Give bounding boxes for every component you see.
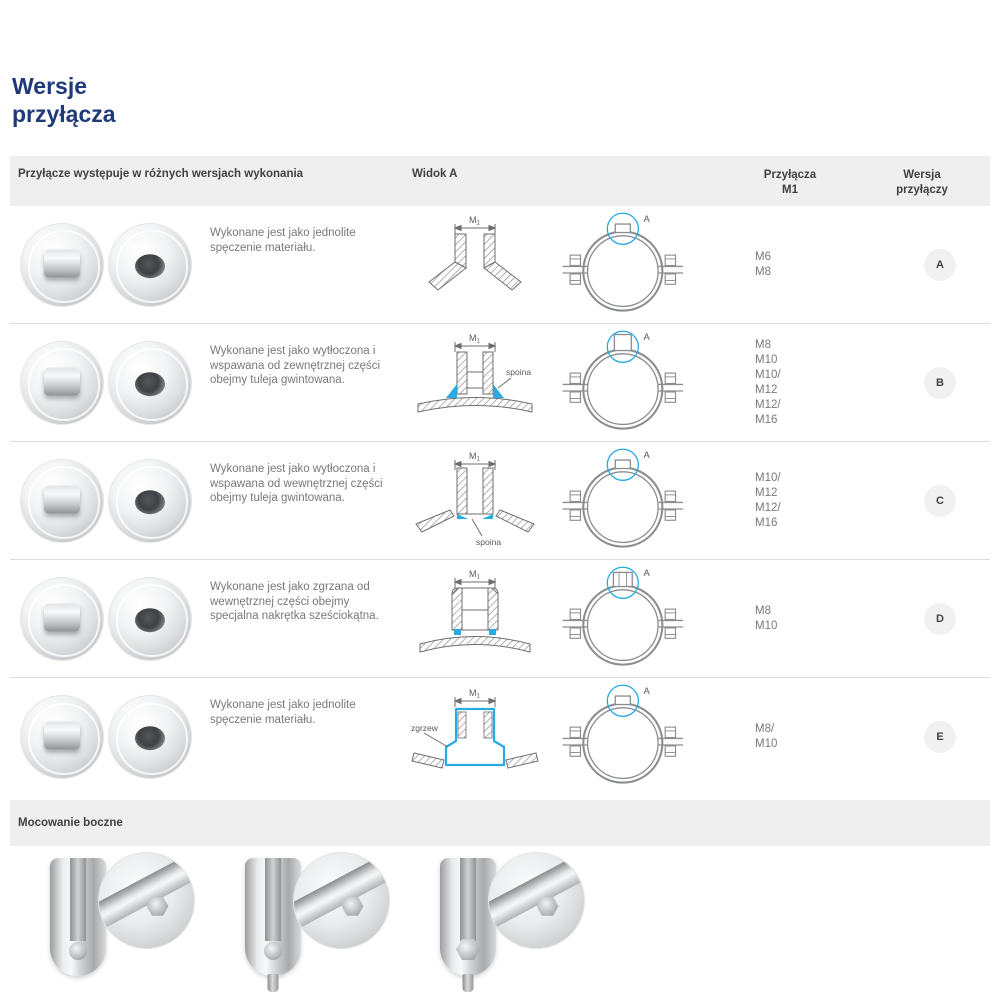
table-row [10, 678, 990, 796]
row-description: Wykonane jest jako zgrzana od wewnętrznej części obejmy specjalna nakrętka sześciokątna. [210, 581, 379, 622]
detail-strap [293, 852, 390, 931]
product-photo-outside-view [20, 577, 104, 661]
svg-text:A: A [643, 685, 650, 697]
svg-text:M1: M1 [469, 569, 480, 581]
version-cell [860, 485, 990, 517]
technical-drawings [410, 445, 700, 557]
clamp-strap-photo [245, 858, 301, 976]
screw-head [456, 939, 480, 960]
product-photo-outside-view [20, 223, 104, 307]
thread-sizes: M8 M10 [755, 604, 778, 632]
svg-text:zgrzew: zgrzew [411, 722, 438, 733]
side-mount-photos [10, 846, 990, 1006]
version-badge: E [924, 721, 956, 753]
table-row [10, 206, 990, 324]
product-photo-inside-view [108, 223, 192, 307]
thread-sizes: M10/ M12 M12/ M16 [755, 471, 781, 529]
header-view-a: Widok A [412, 168, 458, 180]
clamp-view-a-drawing [540, 681, 700, 793]
version-badge: D [924, 603, 956, 635]
header-description: Przyłącze występuje w różnych wersjach wykonania [18, 168, 304, 180]
cross-section-drawing [410, 212, 540, 317]
table-body [10, 206, 990, 796]
version-badge: B [924, 367, 956, 399]
clamp-view-a-drawing [540, 209, 700, 321]
clamp-detail-photo [488, 852, 585, 949]
page-title-line1: Wersje [12, 73, 88, 99]
clamp-end-with-bolt [235, 852, 400, 1002]
strap-groove [265, 858, 281, 941]
clamp-detail-photo [98, 852, 195, 949]
product-photo-outside-view [20, 695, 104, 779]
product-photo-outside-view [20, 459, 104, 543]
thread-sizes: M6 M8 [755, 250, 771, 278]
svg-text:M1: M1 [469, 215, 480, 227]
svg-text:spoina: spoina [476, 537, 502, 547]
product-photos [10, 695, 200, 779]
technical-drawings [410, 681, 700, 793]
clamp-detail-photo [293, 852, 390, 949]
screw-head [264, 942, 282, 960]
svg-text:M1: M1 [469, 451, 480, 463]
row-description: Wykonane jest jako jednolite spęczenie materiału. [210, 699, 356, 726]
cross-section-drawing: M1 zgrzew zgrzew zgrzew [410, 685, 540, 790]
clamp-strap-photo [440, 858, 496, 976]
header-version: Wersja przyłączy [896, 169, 948, 196]
threaded-stud [463, 974, 474, 992]
thread-sizes: M8 M10 M10/ M12 M12/ M16 [755, 338, 781, 426]
product-photo-outside-view [20, 341, 104, 425]
table-row [10, 560, 990, 678]
version-badge: C [924, 485, 956, 517]
technical-drawings [410, 563, 700, 675]
detail-strap [98, 852, 195, 931]
product-photos [10, 577, 200, 661]
svg-text:A: A [643, 212, 650, 224]
cross-section-drawing [410, 566, 540, 671]
product-photo-inside-view [108, 577, 192, 661]
clamp-end-with-screw [40, 852, 205, 1002]
clamp-view-a-drawing [540, 563, 700, 675]
technical-drawings [410, 327, 700, 439]
product-photo-inside-view [108, 695, 192, 779]
technical-drawings [410, 209, 700, 321]
strap-groove [70, 858, 86, 941]
svg-text:A: A [643, 448, 650, 460]
svg-text:A: A [643, 566, 650, 578]
clamp-view-a-drawing [540, 327, 700, 439]
product-photos [10, 459, 200, 543]
svg-text:M1: M1 [469, 687, 480, 699]
page-title-line2: przyłącza [12, 101, 116, 127]
svg-text:M1: M1 [469, 333, 480, 345]
row-description: Wykonane jest jako wytłoczona i wspawana od zewnętrznej części obejmy tuleja gwintowana. [210, 345, 381, 386]
clamp-end-with-hex-bolt [430, 852, 595, 1002]
cross-section-drawing: M1 spoina spoina spoina [411, 333, 532, 429]
row-description: Wykonane jest jako wytłoczona i wspawana od wewnętrznej części obejmy tuleja gwintowana. [210, 463, 383, 504]
product-photos [10, 341, 200, 425]
thread-sizes: M8/ M10 [755, 723, 778, 750]
version-cell [860, 367, 990, 399]
version-badge: A [924, 249, 956, 281]
page-title [12, 72, 990, 128]
clamp-view-a-drawing [540, 445, 700, 557]
product-photo-inside-view [108, 341, 192, 425]
version-cell [860, 603, 990, 635]
side-mount-header: Mocowanie boczne [10, 800, 990, 846]
cross-section-drawing: M1 spoina spoina spoina [410, 448, 540, 553]
detail-strap [488, 852, 585, 931]
svg-text:spoina: spoina [506, 367, 532, 377]
row-description: Wykonane jest jako jednolite spęczenie materiału. [210, 227, 356, 254]
threaded-stud [268, 974, 279, 992]
svg-text:A: A [643, 330, 650, 342]
table-row [10, 442, 990, 560]
strap-groove [460, 858, 476, 941]
version-cell [860, 721, 990, 753]
product-photos [10, 223, 200, 307]
product-photo-inside-view [108, 459, 192, 543]
screw-head [69, 942, 87, 960]
clamp-strap-photo [50, 858, 106, 976]
version-cell [860, 249, 990, 281]
header-thread: Przyłącza M1 [763, 169, 817, 196]
table-row [10, 324, 990, 442]
table-header [10, 156, 990, 206]
